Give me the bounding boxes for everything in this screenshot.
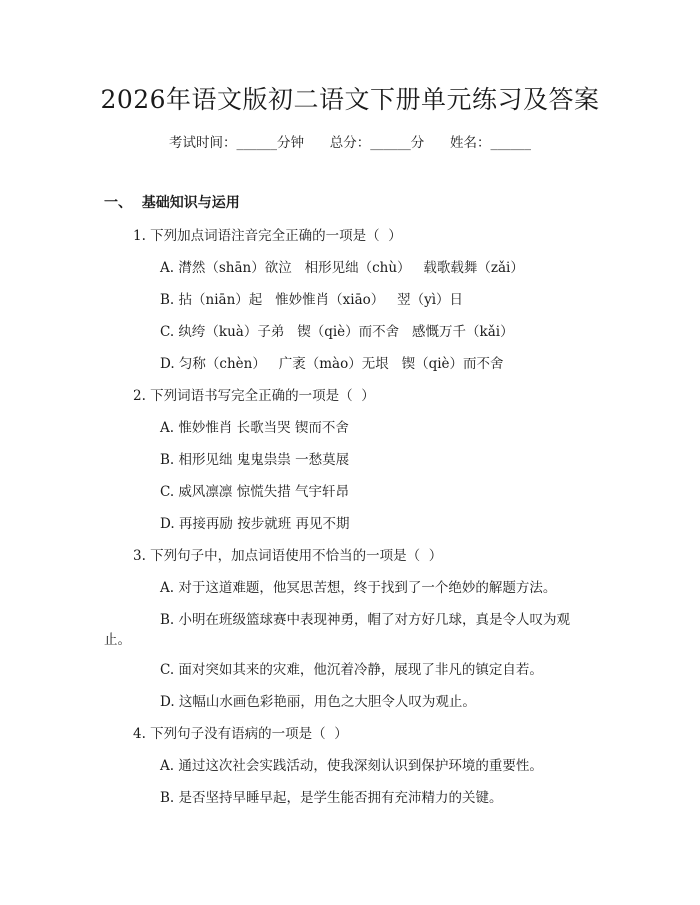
question-option: D. 这幅山水画色彩艳丽，用色之大胆令人叹为观止。 [160,694,476,710]
question-stem: 2. 下列词语书写完全正确的一项是（ ） [133,388,375,404]
question-option: A. 通过这次社会实践活动，使我深刻认识到保护环境的重要性。 [160,758,543,774]
question-option: D. 再接再励 按步就班 再见不期 [160,516,350,532]
question-option: A. 潸然（shān）欲泣 相形见绌（chù） 载歌载舞（zǎi） [160,260,524,276]
question-option: A. 惟妙惟肖 长歌当哭 锲而不舍 [160,420,349,436]
question-option: B. 相形见绌 鬼鬼祟祟 一愁莫展 [160,452,350,468]
question-stem: 4. 下列句子没有语病的一项是（ ） [133,726,348,742]
section-heading: 一、 基础知识与运用 [104,195,240,211]
question-option: D. 匀称（chèn） 广袤（mào）无垠 锲（qiè）而不舍 [160,356,504,372]
document-title: 2026年语文版初二语文下册单元练习及答案 [100,85,600,114]
exam-info-line: 考试时间：______分钟 总分：______分 姓名：______ [169,135,531,151]
question-stem: 1. 下列加点词语注音完全正确的一项是（ ） [133,228,402,244]
question-option: B. 小明在班级篮球赛中表现神勇，帽了对方好几球，真是令人叹为观 [160,612,571,628]
question-option: A. 对于这道难题，他冥思苦想，终于找到了一个绝妙的解题方法。 [160,580,557,596]
question-option: C. 面对突如其来的灾难，他沉着冷静，展现了非凡的镇定自若。 [160,662,543,678]
question-option-continuation: 止。 [104,632,131,648]
question-stem: 3. 下列句子中，加点词语使用不恰当的一项是（ ） [133,548,443,564]
question-option: C. 纨绔（kuà）子弟 锲（qiè）而不舍 感慨万千（kǎi） [160,324,514,340]
question-option: B. 拈（niān）起 惟妙惟肖（xiāo） 翌（yì）日 [160,292,464,308]
question-option: B. 是否坚持早睡早起，是学生能否拥有充沛精力的关键。 [160,790,503,806]
question-option: C. 威风凛凛 惊慌失措 气宇轩昂 [160,484,350,500]
